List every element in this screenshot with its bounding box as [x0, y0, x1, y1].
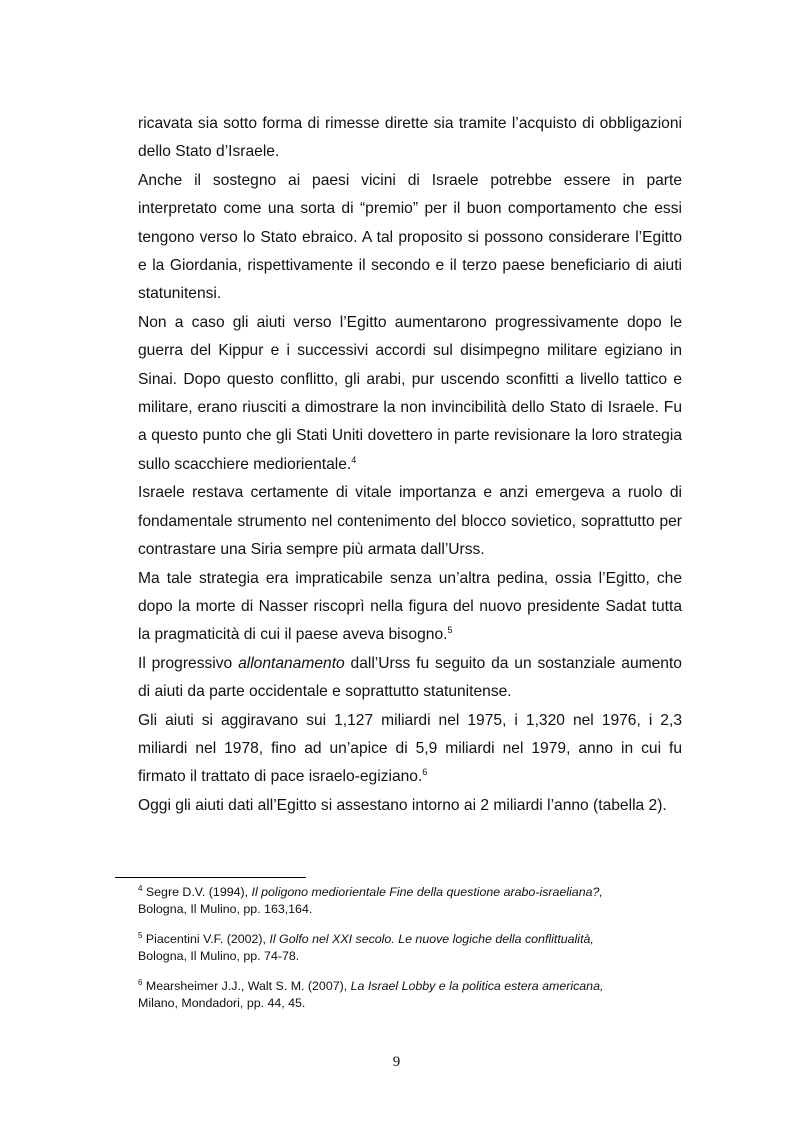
italic-text: Il Golfo nel XXI secolo. Le nuove logiche della conflittualità, — [269, 932, 594, 946]
paragraph — [138, 792, 682, 820]
text-run: Piacentini V.F. (2002), — [142, 932, 270, 946]
italic-text: Il poligono mediorientale Fine della questione arabo-israeliana?, — [251, 885, 603, 899]
paragraph — [138, 650, 682, 707]
text-run: Non a caso gli aiuti verso l’Egitto aumentarono progressivamente dopo le guerra del Kippur e i successivi accordi sul disimpegno militare egiziano in Sinai. Dopo questo conflitto, gli arabi, pur uscendo sconfitti a livello tattico e militare, erano riusciti a dimostrare la non invincibilità dello Stato di Israele. Fu a questo punto che gli Stati Uniti dovettero in parte revisionare la loro strategia sullo scacchiere mediorientale. — [138, 313, 682, 473]
footnote-marker: 5 — [138, 931, 143, 940]
text-run: Israele restava certamente di vitale importanza e anzi emergeva a ruolo di fondamentale strumento nel contenimento del blocco sovietico, soprattutto per contrastare una Siria sempre più armata dall’Urss. — [138, 484, 682, 559]
footnotes — [138, 884, 658, 1025]
italic-text: La Israel Lobby e la politica estera americana, — [350, 979, 604, 993]
text-run: Milano, Mondadori, pp. 44, 45. — [138, 996, 306, 1010]
text-run: Segre D.V. (1994), — [142, 885, 252, 899]
paragraph — [138, 110, 682, 167]
body-text — [138, 110, 682, 820]
text-run: Ma tale strategia era impraticabile senza un’altra pedina, ossia l’Egitto, che dopo la morte di Nasser riscoprì nella figura del nuovo presidente Sadat tutta la pragmaticità di cui il paese aveva bisogno. — [138, 569, 682, 644]
paragraph — [138, 309, 682, 479]
footnote-marker: 5 — [447, 625, 453, 636]
text-run: Bologna, Il Mulino, pp. 163,164. — [138, 902, 313, 916]
text-run: Mearsheimer J.J., Walt S. M. (2007), — [142, 979, 351, 993]
paragraph — [138, 565, 682, 650]
text-run: Gli aiuti si aggiravano sui 1,127 miliardi nel 1975, i 1,320 nel 1976, i 2,3 miliardi nel 1978, fino ad un’apice di 5,9 miliardi nel 1979, anno in cui fu firmato il trattato di pace israelo-egiziano. — [138, 711, 682, 786]
paragraph — [138, 167, 682, 309]
paragraph — [138, 707, 682, 792]
text-run: Anche il sostegno ai paesi vicini di Israele potrebbe essere in parte interpretato come una sorta di “premio” per il buon comportamento che essi tengono verso lo Stato ebraico. A tal proposito si possono considerare l’Egitto e la Giordania, rispettivamente il secondo e il terzo paese beneficiario di aiuti statunitensi. — [138, 171, 682, 303]
footnote — [138, 978, 658, 1012]
text-run: Oggi gli aiuti dati all’Egitto si assestano intorno ai 2 miliardi l’anno (tabella 2). — [138, 796, 667, 814]
text-run: dall’Urss fu seguito da un sostanziale aumento di aiuti da parte occidentale e soprattutto statunitense. — [138, 654, 682, 701]
footnote-marker: 6 — [138, 978, 143, 987]
page-number: 9 — [392, 1054, 401, 1070]
footnote — [138, 931, 658, 965]
paragraph — [138, 479, 682, 564]
footnote-marker: 4 — [138, 884, 143, 893]
footnote-separator — [115, 877, 306, 878]
text-run: Bologna, Il Mulino, pp. 74-78. — [138, 949, 300, 963]
footnote-marker: 4 — [351, 454, 357, 465]
text-run: Il progressivo — [138, 654, 239, 672]
footnote — [138, 884, 658, 918]
text-run: ricavata sia sotto forma di rimesse dirette sia tramite l’acquisto di obbligazioni dello Stato d’Israele. — [138, 115, 682, 161]
footnote-marker: 6 — [422, 767, 428, 778]
italic-text: allontanamento — [238, 654, 345, 672]
